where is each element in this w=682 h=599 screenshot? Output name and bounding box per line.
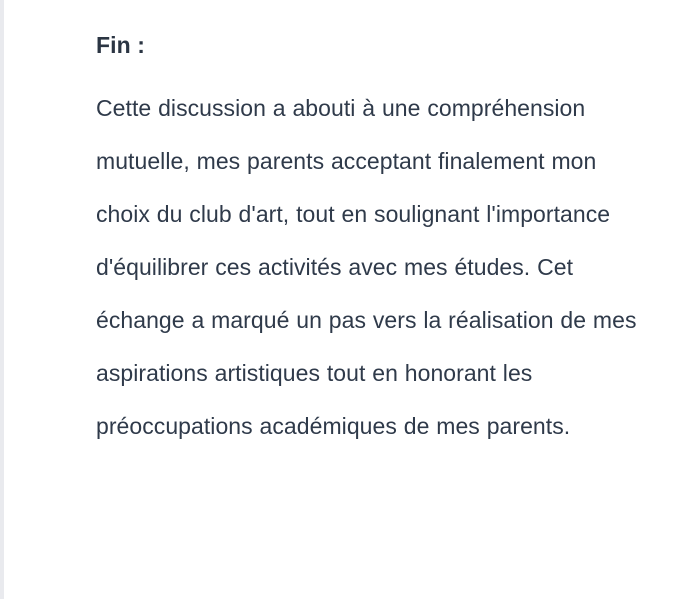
left-margin-rule [0,0,4,599]
section-heading: Fin : [96,32,146,58]
body-paragraph: Cette discussion a abouti à une compréhension mutuelle, mes parents acceptant finalement mon choix du club d'art, tout en soulignant l'importance d'équilibrer ces activités avec mes études. Cet échange a marqué un pas vers la réalisation de mes aspirations artistiques tout en honorant les préoccupations académiques de mes parents. [96,95,637,439]
document-content [96,0,656,453]
